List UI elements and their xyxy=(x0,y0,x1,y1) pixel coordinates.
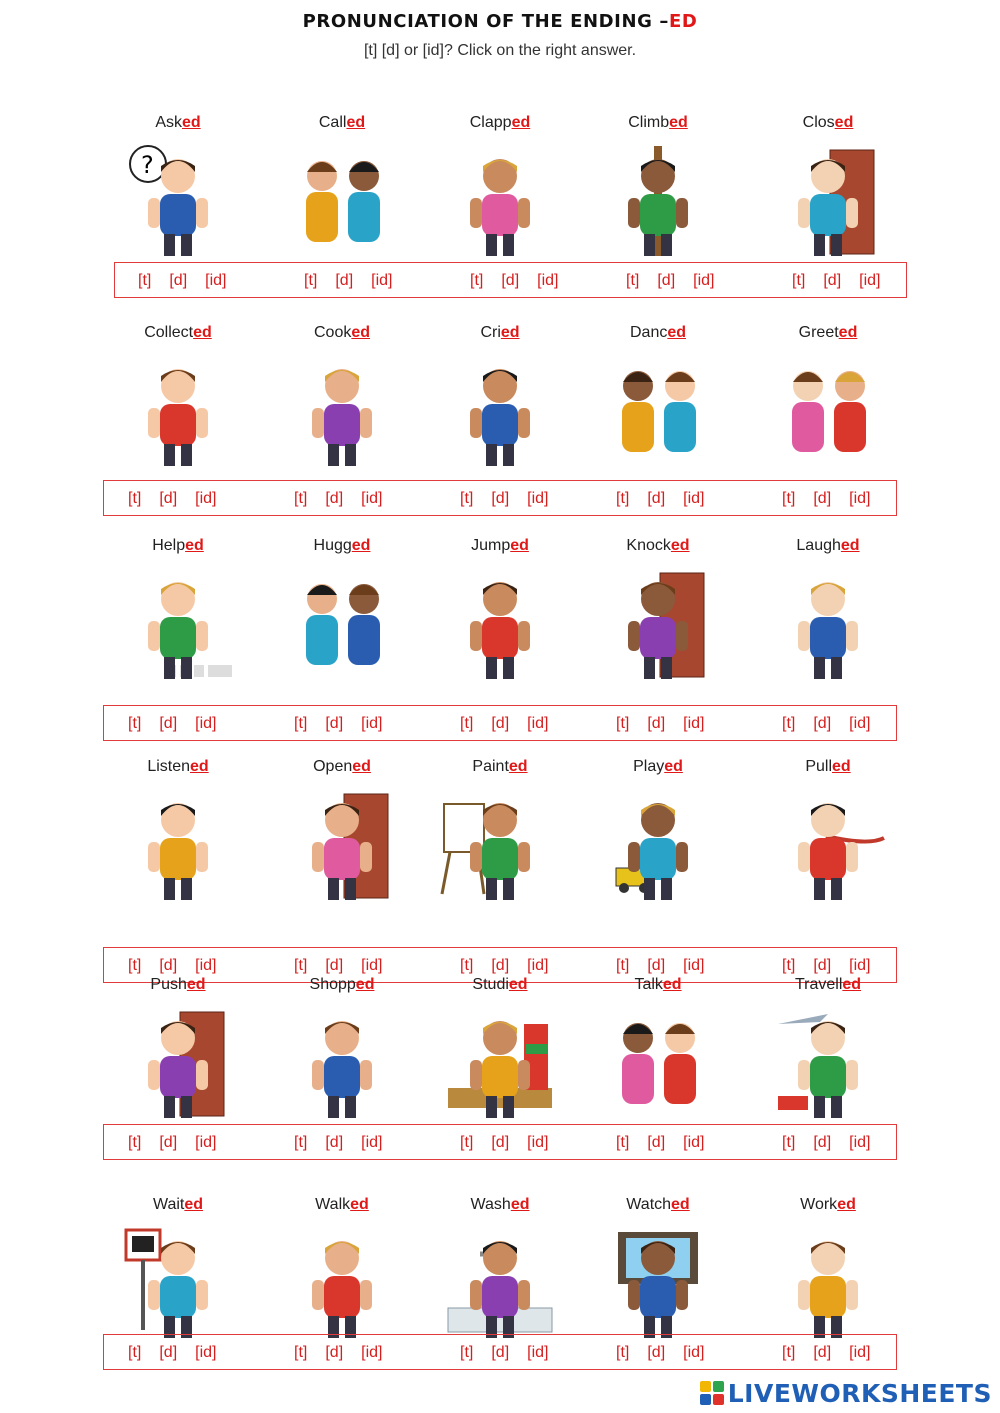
verb-stem: Greet xyxy=(798,324,839,341)
boy-knocking-door-icon xyxy=(598,565,718,683)
liveworksheets-logo-icon xyxy=(700,1381,724,1405)
girl-walking-icon xyxy=(282,1224,402,1342)
answer-options xyxy=(470,263,558,299)
option-id[interactable]: [id] xyxy=(527,1134,549,1151)
verb-suffix: ed xyxy=(667,324,687,341)
option-t[interactable]: [t] xyxy=(460,1134,474,1151)
verb-suffix: ed xyxy=(664,758,683,775)
girl-closing-door-icon xyxy=(768,142,888,260)
answer-options xyxy=(782,481,870,517)
verb-stem: Studi xyxy=(472,976,509,993)
option-d[interactable]: [d] xyxy=(325,957,344,974)
option-d[interactable]: [d] xyxy=(813,1344,832,1361)
option-id[interactable]: [id] xyxy=(683,1344,705,1361)
option-id[interactable]: [id] xyxy=(527,957,549,974)
girl-opening-door-icon xyxy=(282,786,402,904)
answer-options xyxy=(616,1125,704,1161)
verb-label xyxy=(262,537,422,555)
verb-stem: Jump xyxy=(471,537,511,554)
verb-label xyxy=(420,976,580,994)
option-t[interactable]: [t] xyxy=(616,1344,630,1361)
man-pushing-door-icon xyxy=(118,1004,238,1122)
answer-options xyxy=(782,706,870,742)
verb-row xyxy=(0,1190,1000,1390)
page-instructions: [t] [d] or [id]? Click on the right answer. xyxy=(363,42,637,59)
answer-options xyxy=(460,706,548,742)
verb-label xyxy=(578,114,738,132)
answer-options xyxy=(294,481,382,517)
verb-stem: Cri xyxy=(480,324,501,341)
verb-suffix: ed xyxy=(185,537,204,554)
verb-label xyxy=(262,114,422,132)
answer-options xyxy=(128,481,216,517)
option-d[interactable]: [d] xyxy=(501,272,520,289)
option-t[interactable]: [t] xyxy=(128,1134,142,1151)
verb-suffix: ed xyxy=(351,324,371,341)
answer-box xyxy=(103,480,897,516)
boy-crying-icon xyxy=(440,352,560,470)
verb-suffix: ed xyxy=(508,758,528,775)
option-d[interactable]: [d] xyxy=(325,715,344,732)
verb-suffix: ed xyxy=(832,758,851,775)
verb-label xyxy=(578,537,738,555)
verb-label xyxy=(420,758,580,776)
woman-shopping-icon xyxy=(282,1004,402,1122)
painter-easel-icon xyxy=(440,786,560,904)
verb-suffix: ed xyxy=(184,1196,204,1213)
option-d[interactable]: [d] xyxy=(647,1344,666,1361)
option-t[interactable]: [t] xyxy=(616,957,630,974)
option-t[interactable]: [t] xyxy=(294,1134,308,1151)
verb-suffix: ed xyxy=(670,537,690,554)
verb-stem: Clapp xyxy=(469,114,512,131)
verb-stem: Collect xyxy=(144,324,194,341)
option-id[interactable]: [id] xyxy=(527,715,549,732)
verb-stem: Wash xyxy=(470,1196,511,1213)
answer-box xyxy=(103,1334,897,1370)
verb-label xyxy=(262,976,422,994)
verb-suffix: ed xyxy=(662,976,682,993)
verb-row xyxy=(0,318,1000,518)
option-d[interactable]: [d] xyxy=(159,1344,178,1361)
option-t[interactable]: [t] xyxy=(460,490,474,507)
verb-label xyxy=(420,114,580,132)
verb-stem: Work xyxy=(800,1196,838,1213)
option-t[interactable]: [t] xyxy=(294,1344,308,1361)
verb-label xyxy=(578,758,738,776)
verb-suffix: ed xyxy=(510,537,529,554)
verb-stem: Cook xyxy=(313,324,352,341)
girl-studying-books-icon xyxy=(440,1004,560,1122)
verb-suffix: ed xyxy=(186,976,206,993)
boy-pulling-rope-icon xyxy=(768,786,888,904)
option-id[interactable]: [id] xyxy=(361,490,383,507)
hugging-icon xyxy=(282,565,402,683)
helping-cross-street-icon xyxy=(118,565,238,683)
option-t[interactable]: [t] xyxy=(616,490,630,507)
women-greeting-icon xyxy=(768,352,888,470)
verb-label xyxy=(98,324,258,342)
answer-box xyxy=(114,262,907,298)
verb-label xyxy=(98,976,258,994)
man-climbing-icon xyxy=(598,142,718,260)
verb-label xyxy=(262,324,422,342)
option-t[interactable]: [t] xyxy=(294,715,308,732)
liveworksheets-logo-text: LIVEWORKSHEETS xyxy=(727,1378,992,1408)
answer-options xyxy=(616,1335,704,1371)
verb-label xyxy=(262,758,422,776)
option-d[interactable]: [d] xyxy=(823,272,842,289)
option-id[interactable]: [id] xyxy=(683,1134,705,1151)
verb-row xyxy=(0,108,1000,308)
verb-label xyxy=(420,324,580,342)
option-d[interactable]: [d] xyxy=(325,1134,344,1151)
verb-suffix: ed xyxy=(671,1196,690,1213)
verb-suffix: ed xyxy=(511,114,531,131)
liveworksheets-logo xyxy=(700,1378,992,1408)
verb-suffix: ed xyxy=(508,976,528,993)
option-d[interactable]: [d] xyxy=(647,715,666,732)
verb-suffix: ed xyxy=(355,976,375,993)
option-id[interactable]: [id] xyxy=(683,957,705,974)
verb-stem: Ask xyxy=(155,114,182,131)
option-t[interactable]: [t] xyxy=(128,715,142,732)
verb-suffix: ed xyxy=(190,758,209,775)
option-id[interactable]: [id] xyxy=(195,957,217,974)
option-id[interactable]: [id] xyxy=(849,1134,871,1151)
verb-stem: Play xyxy=(633,758,665,775)
option-t[interactable]: [t] xyxy=(460,1344,474,1361)
option-t[interactable]: [t] xyxy=(128,957,142,974)
answer-options xyxy=(138,263,226,299)
verb-stem: Laugh xyxy=(796,537,841,554)
verb-stem: Open xyxy=(313,758,353,775)
option-d[interactable]: [d] xyxy=(491,957,510,974)
verb-row xyxy=(0,970,1000,1170)
option-t[interactable]: [t] xyxy=(782,1344,796,1361)
option-id[interactable]: [id] xyxy=(683,715,705,732)
verb-stem: Watch xyxy=(626,1196,672,1213)
answer-options xyxy=(782,1335,870,1371)
verb-stem: Listen xyxy=(147,758,191,775)
verb-suffix: ed xyxy=(182,114,201,131)
option-t[interactable]: [t] xyxy=(782,957,796,974)
verb-suffix: ed xyxy=(352,758,371,775)
verb-stem: Shopp xyxy=(309,976,356,993)
verb-suffix: ed xyxy=(346,114,366,131)
answer-options xyxy=(294,706,382,742)
option-t[interactable]: [t] xyxy=(470,272,484,289)
verb-suffix: ed xyxy=(837,1196,856,1213)
woman-listening-icon xyxy=(118,786,238,904)
verb-stem: Walk xyxy=(315,1196,351,1213)
svg-text:?: ? xyxy=(141,151,154,179)
option-id[interactable]: [id] xyxy=(683,490,705,507)
answer-options xyxy=(294,1335,382,1371)
verb-label xyxy=(748,976,908,994)
option-id[interactable]: [id] xyxy=(195,1134,217,1151)
girl-jumping-icon xyxy=(440,565,560,683)
option-d[interactable]: [d] xyxy=(159,1134,178,1151)
answer-options xyxy=(304,263,392,299)
option-t[interactable]: [t] xyxy=(792,272,806,289)
verb-stem: Clos xyxy=(802,114,835,131)
boy-waiting-bus-icon xyxy=(118,1224,238,1342)
boy-collecting-icon xyxy=(118,352,238,470)
verb-label xyxy=(98,758,258,776)
option-d[interactable]: [d] xyxy=(325,490,344,507)
answer-options xyxy=(460,481,548,517)
option-t[interactable]: [t] xyxy=(616,1134,630,1151)
verb-label xyxy=(748,537,908,555)
woman-travelling-icon xyxy=(768,1004,888,1122)
option-t[interactable]: [t] xyxy=(626,272,640,289)
option-d[interactable]: [d] xyxy=(159,957,178,974)
verb-suffix: ed xyxy=(834,114,854,131)
verb-suffix: ed xyxy=(842,976,862,993)
option-id[interactable]: [id] xyxy=(361,715,383,732)
option-t[interactable]: [t] xyxy=(460,715,474,732)
option-id[interactable]: [id] xyxy=(849,957,871,974)
option-d[interactable]: [d] xyxy=(647,957,666,974)
verb-stem: Danc xyxy=(629,324,668,341)
option-id[interactable]: [id] xyxy=(849,1344,871,1361)
option-t[interactable]: [t] xyxy=(782,1134,796,1151)
verb-suffix: ed xyxy=(669,114,688,131)
verb-row xyxy=(0,752,1000,974)
option-d[interactable]: [d] xyxy=(813,715,832,732)
option-id[interactable]: [id] xyxy=(205,272,227,289)
option-id[interactable]: [id] xyxy=(195,490,217,507)
option-d[interactable]: [d] xyxy=(491,715,510,732)
verb-stem: Knock xyxy=(626,537,671,554)
option-id[interactable]: [id] xyxy=(361,1134,383,1151)
option-d[interactable]: [d] xyxy=(813,957,832,974)
option-t[interactable]: [t] xyxy=(294,957,308,974)
option-d[interactable]: [d] xyxy=(159,490,178,507)
couple-dancing-icon xyxy=(598,352,718,470)
answer-options xyxy=(128,706,216,742)
man-working-icon xyxy=(768,1224,888,1342)
option-t[interactable]: [t] xyxy=(782,715,796,732)
option-id[interactable]: [id] xyxy=(693,272,715,289)
option-id[interactable]: [id] xyxy=(361,957,383,974)
verb-suffix: ed xyxy=(510,1196,530,1213)
verb-stem: Talk xyxy=(634,976,663,993)
option-d[interactable]: [d] xyxy=(491,1134,510,1151)
page-title-main: PRONUNCIATION OF THE ENDING – xyxy=(302,11,669,32)
verb-stem: Push xyxy=(150,976,187,993)
page-title-suffix: ED xyxy=(669,11,698,32)
verb-stem: Hugg xyxy=(313,537,352,554)
answer-options xyxy=(294,1125,382,1161)
phone-call-icon xyxy=(282,142,402,260)
option-id[interactable]: [id] xyxy=(195,1344,217,1361)
option-d[interactable]: [d] xyxy=(647,490,666,507)
kids-talking-icon xyxy=(598,1004,718,1122)
answer-options xyxy=(460,1335,548,1371)
option-id[interactable]: [id] xyxy=(527,1344,549,1361)
verb-label xyxy=(578,324,738,342)
option-d[interactable]: [d] xyxy=(647,1134,666,1151)
option-t[interactable]: [t] xyxy=(128,1344,142,1361)
woman-laughing-icon xyxy=(768,565,888,683)
verb-label xyxy=(98,537,258,555)
verb-label xyxy=(748,758,908,776)
option-t[interactable]: [t] xyxy=(782,490,796,507)
verb-suffix: ed xyxy=(500,324,520,341)
answer-options xyxy=(616,481,704,517)
page-title xyxy=(0,11,1000,32)
answer-options xyxy=(626,263,714,299)
woman-cooking-icon xyxy=(282,352,402,470)
woman-clapping-icon xyxy=(440,142,560,260)
verb-suffix: ed xyxy=(351,537,371,554)
verb-label xyxy=(578,976,738,994)
boy-playing-truck-icon xyxy=(598,786,718,904)
verb-suffix: ed xyxy=(193,324,212,341)
option-d[interactable]: [d] xyxy=(159,715,178,732)
answer-options xyxy=(460,1125,548,1161)
option-d[interactable]: [d] xyxy=(491,1344,510,1361)
verb-label xyxy=(98,1196,258,1214)
option-t[interactable]: [t] xyxy=(460,957,474,974)
verb-stem: Call xyxy=(318,114,347,131)
answer-options xyxy=(792,263,880,299)
verb-stem: Paint xyxy=(472,758,509,775)
option-d[interactable]: [d] xyxy=(813,490,832,507)
option-t[interactable]: [t] xyxy=(304,272,318,289)
answer-options xyxy=(616,706,704,742)
answer-options xyxy=(128,1125,216,1161)
verb-row xyxy=(0,531,1000,731)
student-asking-icon xyxy=(118,142,238,260)
verb-label xyxy=(98,114,258,132)
answer-box xyxy=(103,1124,897,1160)
option-d[interactable]: [d] xyxy=(325,1344,344,1361)
washing-hands-icon xyxy=(440,1224,560,1342)
option-id[interactable]: [id] xyxy=(527,490,549,507)
verb-stem: Travell xyxy=(794,976,843,993)
verb-suffix: ed xyxy=(838,324,858,341)
verb-stem: Help xyxy=(152,537,186,554)
verb-stem: Climb xyxy=(628,114,670,131)
verb-label xyxy=(262,1196,422,1214)
option-d[interactable]: [d] xyxy=(491,490,510,507)
option-t[interactable]: [t] xyxy=(294,490,308,507)
option-d[interactable]: [d] xyxy=(169,272,188,289)
boy-watching-tv-icon xyxy=(598,1224,718,1342)
answer-options xyxy=(128,1335,216,1371)
option-t[interactable]: [t] xyxy=(138,272,152,289)
option-t[interactable]: [t] xyxy=(616,715,630,732)
verb-suffix: ed xyxy=(350,1196,369,1213)
option-id[interactable]: [id] xyxy=(361,1344,383,1361)
option-id[interactable]: [id] xyxy=(371,272,393,289)
verb-label xyxy=(578,1196,738,1214)
option-id[interactable]: [id] xyxy=(849,490,871,507)
option-id[interactable]: [id] xyxy=(849,715,871,732)
verb-label xyxy=(748,324,908,342)
verb-label xyxy=(748,1196,908,1214)
option-t[interactable]: [t] xyxy=(128,490,142,507)
verb-stem: Pull xyxy=(805,758,832,775)
answer-options xyxy=(782,1125,870,1161)
option-d[interactable]: [d] xyxy=(813,1134,832,1151)
option-d[interactable]: [d] xyxy=(657,272,676,289)
option-id[interactable]: [id] xyxy=(859,272,881,289)
option-d[interactable]: [d] xyxy=(335,272,354,289)
verb-label xyxy=(420,537,580,555)
verb-label xyxy=(748,114,908,132)
answer-box xyxy=(103,705,897,741)
option-id[interactable]: [id] xyxy=(195,715,217,732)
verb-label xyxy=(420,1196,580,1214)
verb-stem: Wait xyxy=(152,1196,185,1213)
verb-suffix: ed xyxy=(840,537,860,554)
option-id[interactable]: [id] xyxy=(537,272,559,289)
